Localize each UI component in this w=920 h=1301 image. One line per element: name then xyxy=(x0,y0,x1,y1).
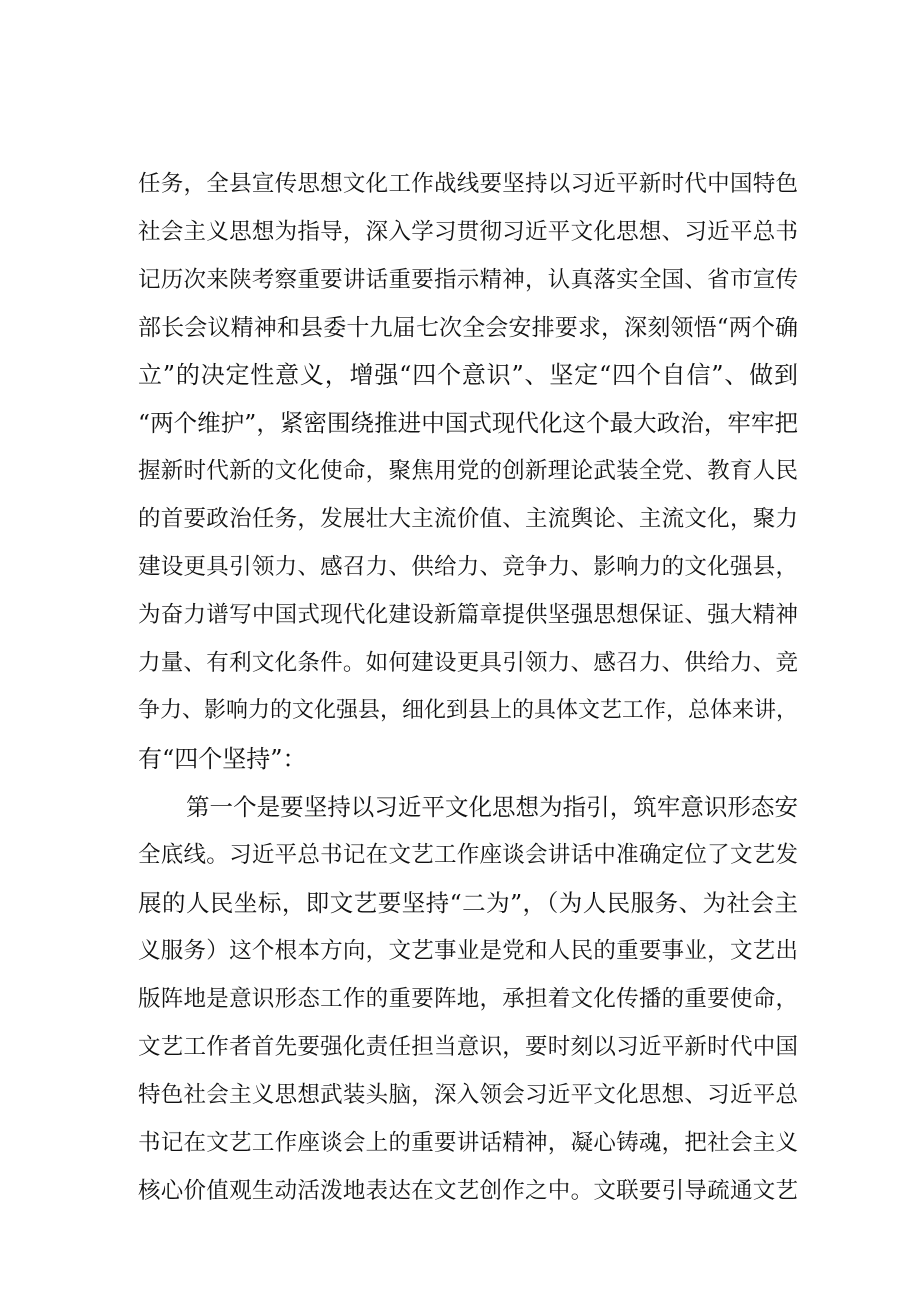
text-line: 记历次来陕考察重要讲话重要指示精神，认真落实全国、省市宣传 xyxy=(138,267,798,293)
text-line: 建设更具引领力、感召力、供给力、竞争力、影响力的文化强县， xyxy=(138,554,798,580)
text-line: 文艺工作者首先要强化责任担当意识，要时刻以习近平新时代中国 xyxy=(138,1034,798,1060)
text-line: 部长会议精神和县委十九届七次全会安排要求，深刻领悟“两个确 xyxy=(138,315,798,341)
text-line: 握新时代新的文化使命，聚焦用党的创新理论武装全党、教育人民 xyxy=(138,458,798,484)
text-line: 力量、有利文化条件。如何建设更具引领力、感召力、供给力、竞 xyxy=(138,650,798,676)
text-line: 版阵地是意识形态工作的重要阵地，承担着文化传播的重要使命， xyxy=(138,986,798,1012)
text-line: 任务，全县宣传思想文化工作战线要坚持以习近平新时代中国特色 xyxy=(138,171,798,197)
text-line: 有“四个坚持”： xyxy=(138,745,307,773)
text-line: 义服务）这个根本方向，文艺事业是党和人民的重要事业，文艺出 xyxy=(138,938,798,964)
text-line: 的首要政治任务，发展壮大主流价值、主流舆论、主流文化，聚力 xyxy=(138,506,798,532)
text-line: 第一个是要坚持以习近平文化思想为指引，筑牢意识形态安 xyxy=(186,793,798,821)
text-line: 特色社会主义思想武装头脑，深入领会习近平文化思想、习近平总 xyxy=(138,1082,798,1108)
text-line: 全底线。习近平总书记在文艺工作座谈会讲话中准确定位了文艺发 xyxy=(138,842,798,868)
text-line: “两个维护”，紧密围绕推进中国式现代化这个最大政治，牢牢把 xyxy=(138,409,798,437)
text-line: 立”的决定性意义，增强“四个意识”、坚定“四个自信”、做到 xyxy=(138,361,798,389)
text-line: 核心价值观生动活泼地表达在文艺创作之中。文联要引导疏通文艺 xyxy=(138,1178,798,1204)
text-line: 社会主义思想为指导，深入学习贯彻习近平文化思想、习近平总书 xyxy=(138,219,798,245)
text-line: 书记在文艺工作座谈会上的重要讲话精神，凝心铸魂，把社会主义 xyxy=(138,1130,798,1156)
text-line: 展的人民坐标，即文艺要坚持“二为”，（为人民服务、为社会主 xyxy=(138,889,798,917)
text-line: 为奋力谱写中国式现代化建设新篇章提供坚强思想保证、强大精神 xyxy=(138,602,798,628)
text-line: 争力、影响力的文化强县，细化到县上的具体文艺工作，总体来讲， xyxy=(138,698,799,723)
